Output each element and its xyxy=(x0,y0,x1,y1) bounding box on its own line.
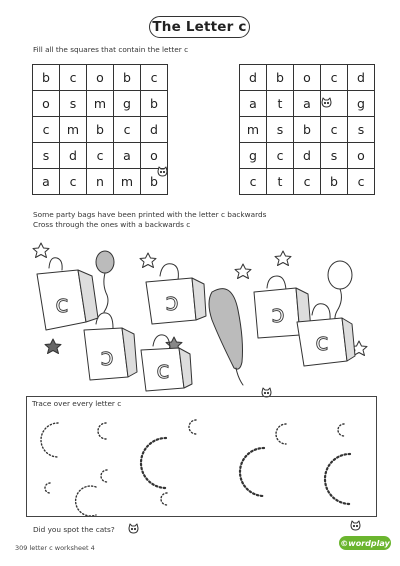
grid-square[interactable]: d xyxy=(348,65,375,91)
grid-square[interactable]: g xyxy=(348,91,375,117)
grid-square[interactable]: c xyxy=(114,117,141,143)
grid-square[interactable]: s xyxy=(60,91,87,117)
grid-square[interactable]: o xyxy=(33,91,60,117)
grid-square[interactable]: c xyxy=(348,169,375,195)
bag-letter: c xyxy=(271,300,285,328)
bag-letter: c xyxy=(315,328,329,356)
cat-icon xyxy=(158,167,167,176)
grid-square[interactable]: c xyxy=(321,65,348,91)
grid-square[interactable]: b xyxy=(141,91,168,117)
grid-square[interactable]: m xyxy=(87,91,114,117)
balloon-icon xyxy=(96,251,114,312)
party-bags-instruction-line2: Cross through the ones with a backwards c xyxy=(33,220,191,229)
grid-square[interactable]: o xyxy=(348,143,375,169)
grid-square[interactable]: t xyxy=(267,169,294,195)
grid-square[interactable]: c xyxy=(60,65,87,91)
grid-square[interactable]: c xyxy=(33,117,60,143)
star-icon xyxy=(235,264,251,279)
grid-square[interactable]: m xyxy=(60,117,87,143)
cat-icon xyxy=(351,521,360,530)
star-icon xyxy=(140,253,156,268)
grid-square[interactable]: b xyxy=(321,169,348,195)
grid-square[interactable]: d xyxy=(141,117,168,143)
fill-squares-instruction: Fill all the squares that contain the letter c xyxy=(33,45,189,54)
bag-letter: c xyxy=(156,356,170,384)
grid-square[interactable]: d xyxy=(240,65,267,91)
grid-square[interactable]: a xyxy=(294,91,321,117)
wordplay-logo: ©wordplay xyxy=(339,536,391,550)
grid-square[interactable]: d xyxy=(60,143,87,169)
bag-letter: c xyxy=(165,288,179,316)
grid-square[interactable]: s xyxy=(267,117,294,143)
trace-instruction: Trace over every letter c xyxy=(32,399,122,408)
bag-letter: c xyxy=(100,343,114,371)
party-bags-instruction-line1: Some party bags have been printed with the letter c backwards xyxy=(33,210,267,219)
grid-square[interactable]: d xyxy=(294,143,321,169)
grid-square[interactable]: b xyxy=(267,65,294,91)
grid-square[interactable]: b xyxy=(141,169,168,195)
grid-square[interactable]: s xyxy=(321,143,348,169)
grid-square[interactable]: g xyxy=(240,143,267,169)
grid-square[interactable]: o xyxy=(141,143,168,169)
grid-square[interactable]: s xyxy=(33,143,60,169)
grid-square[interactable]: a xyxy=(33,169,60,195)
long-balloon-icon xyxy=(209,289,243,385)
grid-square[interactable]: m xyxy=(114,169,141,195)
grid-square[interactable]: m xyxy=(240,117,267,143)
grid-square[interactable]: g xyxy=(114,91,141,117)
grid-square[interactable]: n xyxy=(87,169,114,195)
trace-box xyxy=(26,396,377,517)
grid-square[interactable]: a xyxy=(114,143,141,169)
grid-square[interactable]: c xyxy=(141,65,168,91)
grid-square[interactable]: c xyxy=(240,169,267,195)
grid-square[interactable]: c xyxy=(321,117,348,143)
grid-square[interactable]: o xyxy=(87,65,114,91)
grid-square[interactable]: t xyxy=(267,91,294,117)
grid-square[interactable]: o xyxy=(294,65,321,91)
page-title: The Letter c xyxy=(149,16,250,38)
grid-square[interactable]: c xyxy=(267,143,294,169)
grid-square[interactable]: b xyxy=(294,117,321,143)
cat-icon xyxy=(129,524,138,533)
grid-square[interactable]: b xyxy=(114,65,141,91)
star-icon xyxy=(275,251,291,266)
grid-square[interactable]: c xyxy=(60,169,87,195)
grid-square[interactable]: c xyxy=(87,143,114,169)
grid-square[interactable]: b xyxy=(33,65,60,91)
cat-icon xyxy=(322,98,331,107)
grid-square[interactable]: s xyxy=(348,117,375,143)
footer-text: 309 letter c worksheet 4 xyxy=(15,544,95,552)
grid-square[interactable]: c xyxy=(294,169,321,195)
grid-square[interactable]: a xyxy=(240,91,267,117)
bag-letter: c xyxy=(55,290,69,318)
star-icon xyxy=(33,243,49,258)
star-icon xyxy=(45,339,61,354)
grid-square[interactable]: b xyxy=(87,117,114,143)
cats-question: Did you spot the cats? xyxy=(33,525,115,534)
